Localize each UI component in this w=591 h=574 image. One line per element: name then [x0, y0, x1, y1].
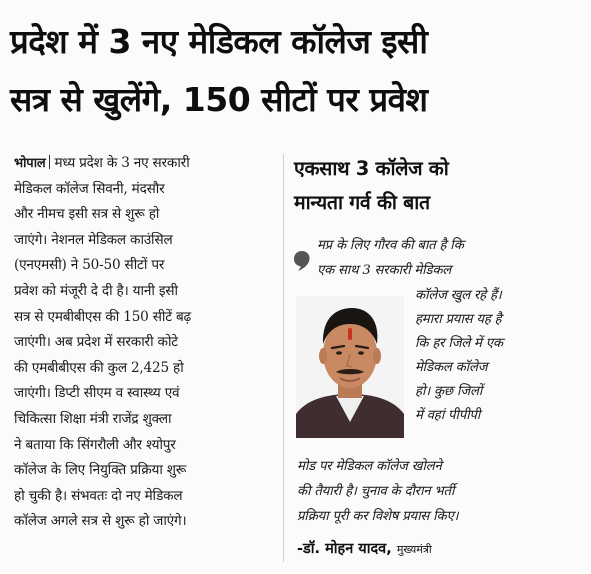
quote-line: की तैयारी है। चुनाव के दौरान भर्ती	[297, 484, 455, 499]
article-line-text: मध्य प्रदेश के 3 नए सरकारी	[54, 155, 190, 171]
dateline: भोपाल	[14, 156, 46, 171]
article-line: मेडिकल कॉलेज सिवनी, मंदसौर	[14, 180, 165, 197]
quote-line: मप्र के लिए गौरव की बात है कि	[317, 238, 464, 253]
quote-line: कॉलेज खुल रहे हैं।	[415, 288, 502, 303]
quote-line: हो। कुछ जिलों	[415, 384, 483, 399]
dateline-separator	[49, 155, 50, 169]
byline-name: -डॉ. मोहन यादव,	[297, 541, 392, 557]
sidebar-title-line-1: एकसाथ 3 कॉलेज को	[294, 157, 449, 180]
quote-bubble-icon	[293, 250, 311, 272]
chief-minister-portrait	[296, 296, 404, 438]
headline-line-2: सत्र से खुलेंगे, 150 सीटों पर प्रवेश	[10, 80, 428, 119]
article-line: प्रवेश को मंजूरी दे दी है। यानी इसी	[14, 282, 178, 299]
article-line: कॉलेज के लिए नियुक्ति प्रक्रिया शुरू	[14, 462, 187, 479]
sidebar-title-line-2: मान्यता गर्व की बात	[294, 191, 430, 214]
headline	[10, 14, 582, 130]
article-body	[14, 151, 278, 535]
quote-line: एक साथ 3 सरकारी मेडिकल	[317, 263, 452, 278]
article-line: सत्र से एमबीबीएस की 150 सीटें बढ़	[14, 308, 192, 325]
quote-line: कि हर जिले में एक	[415, 336, 503, 351]
article-line: कॉलेज अगले सत्र से शुरू हो जाएंगे।	[14, 513, 187, 530]
article-line: चिकित्सा शिक्षा मंत्री राजेंद्र शुक्ला	[14, 410, 172, 427]
column-divider	[283, 154, 284, 562]
article-line: की एमबीबीएस की कुल 2,425 हो	[14, 359, 184, 376]
article-line: जाएंगे। नेशनल मेडिकल काउंसिल	[14, 231, 173, 248]
article-line: जाएंगी। अब प्रदेश में सरकारी कोटे	[14, 334, 178, 351]
article-line: हो चुकी है। संभवतः दो नए मेडिकल	[14, 487, 183, 504]
quote-line: मोड पर मेडिकल कॉलेज खोलने	[297, 459, 442, 474]
quote-line: में वहां पीपीपी	[415, 408, 481, 423]
quote-line: मेडिकल कॉलेज	[415, 360, 488, 375]
article-line: (एनएमसी) ने 50-50 सीटों पर	[14, 257, 165, 274]
article-line: जाएंगी। डिप्टी सीएम व स्वास्थ्य एवं	[14, 385, 180, 402]
quote-line: प्रक्रिया पूरी कर विशेष प्रयास किए।	[297, 509, 459, 524]
byline-role: मुख्यमंत्री	[396, 543, 432, 556]
sidebar-title	[294, 152, 584, 220]
article-line: ने बताया कि सिंगरौली और श्योपुर	[14, 436, 176, 453]
article-line	[14, 151, 278, 177]
quote-byline	[297, 538, 432, 558]
quote-line: हमारा प्रयास यह है	[415, 312, 502, 327]
headline-line-1: प्रदेश में 3 नए मेडिकल कॉलेज इसी	[10, 22, 428, 61]
article-line: और नीमच इसी सत्र से शुरू हो	[14, 206, 160, 223]
